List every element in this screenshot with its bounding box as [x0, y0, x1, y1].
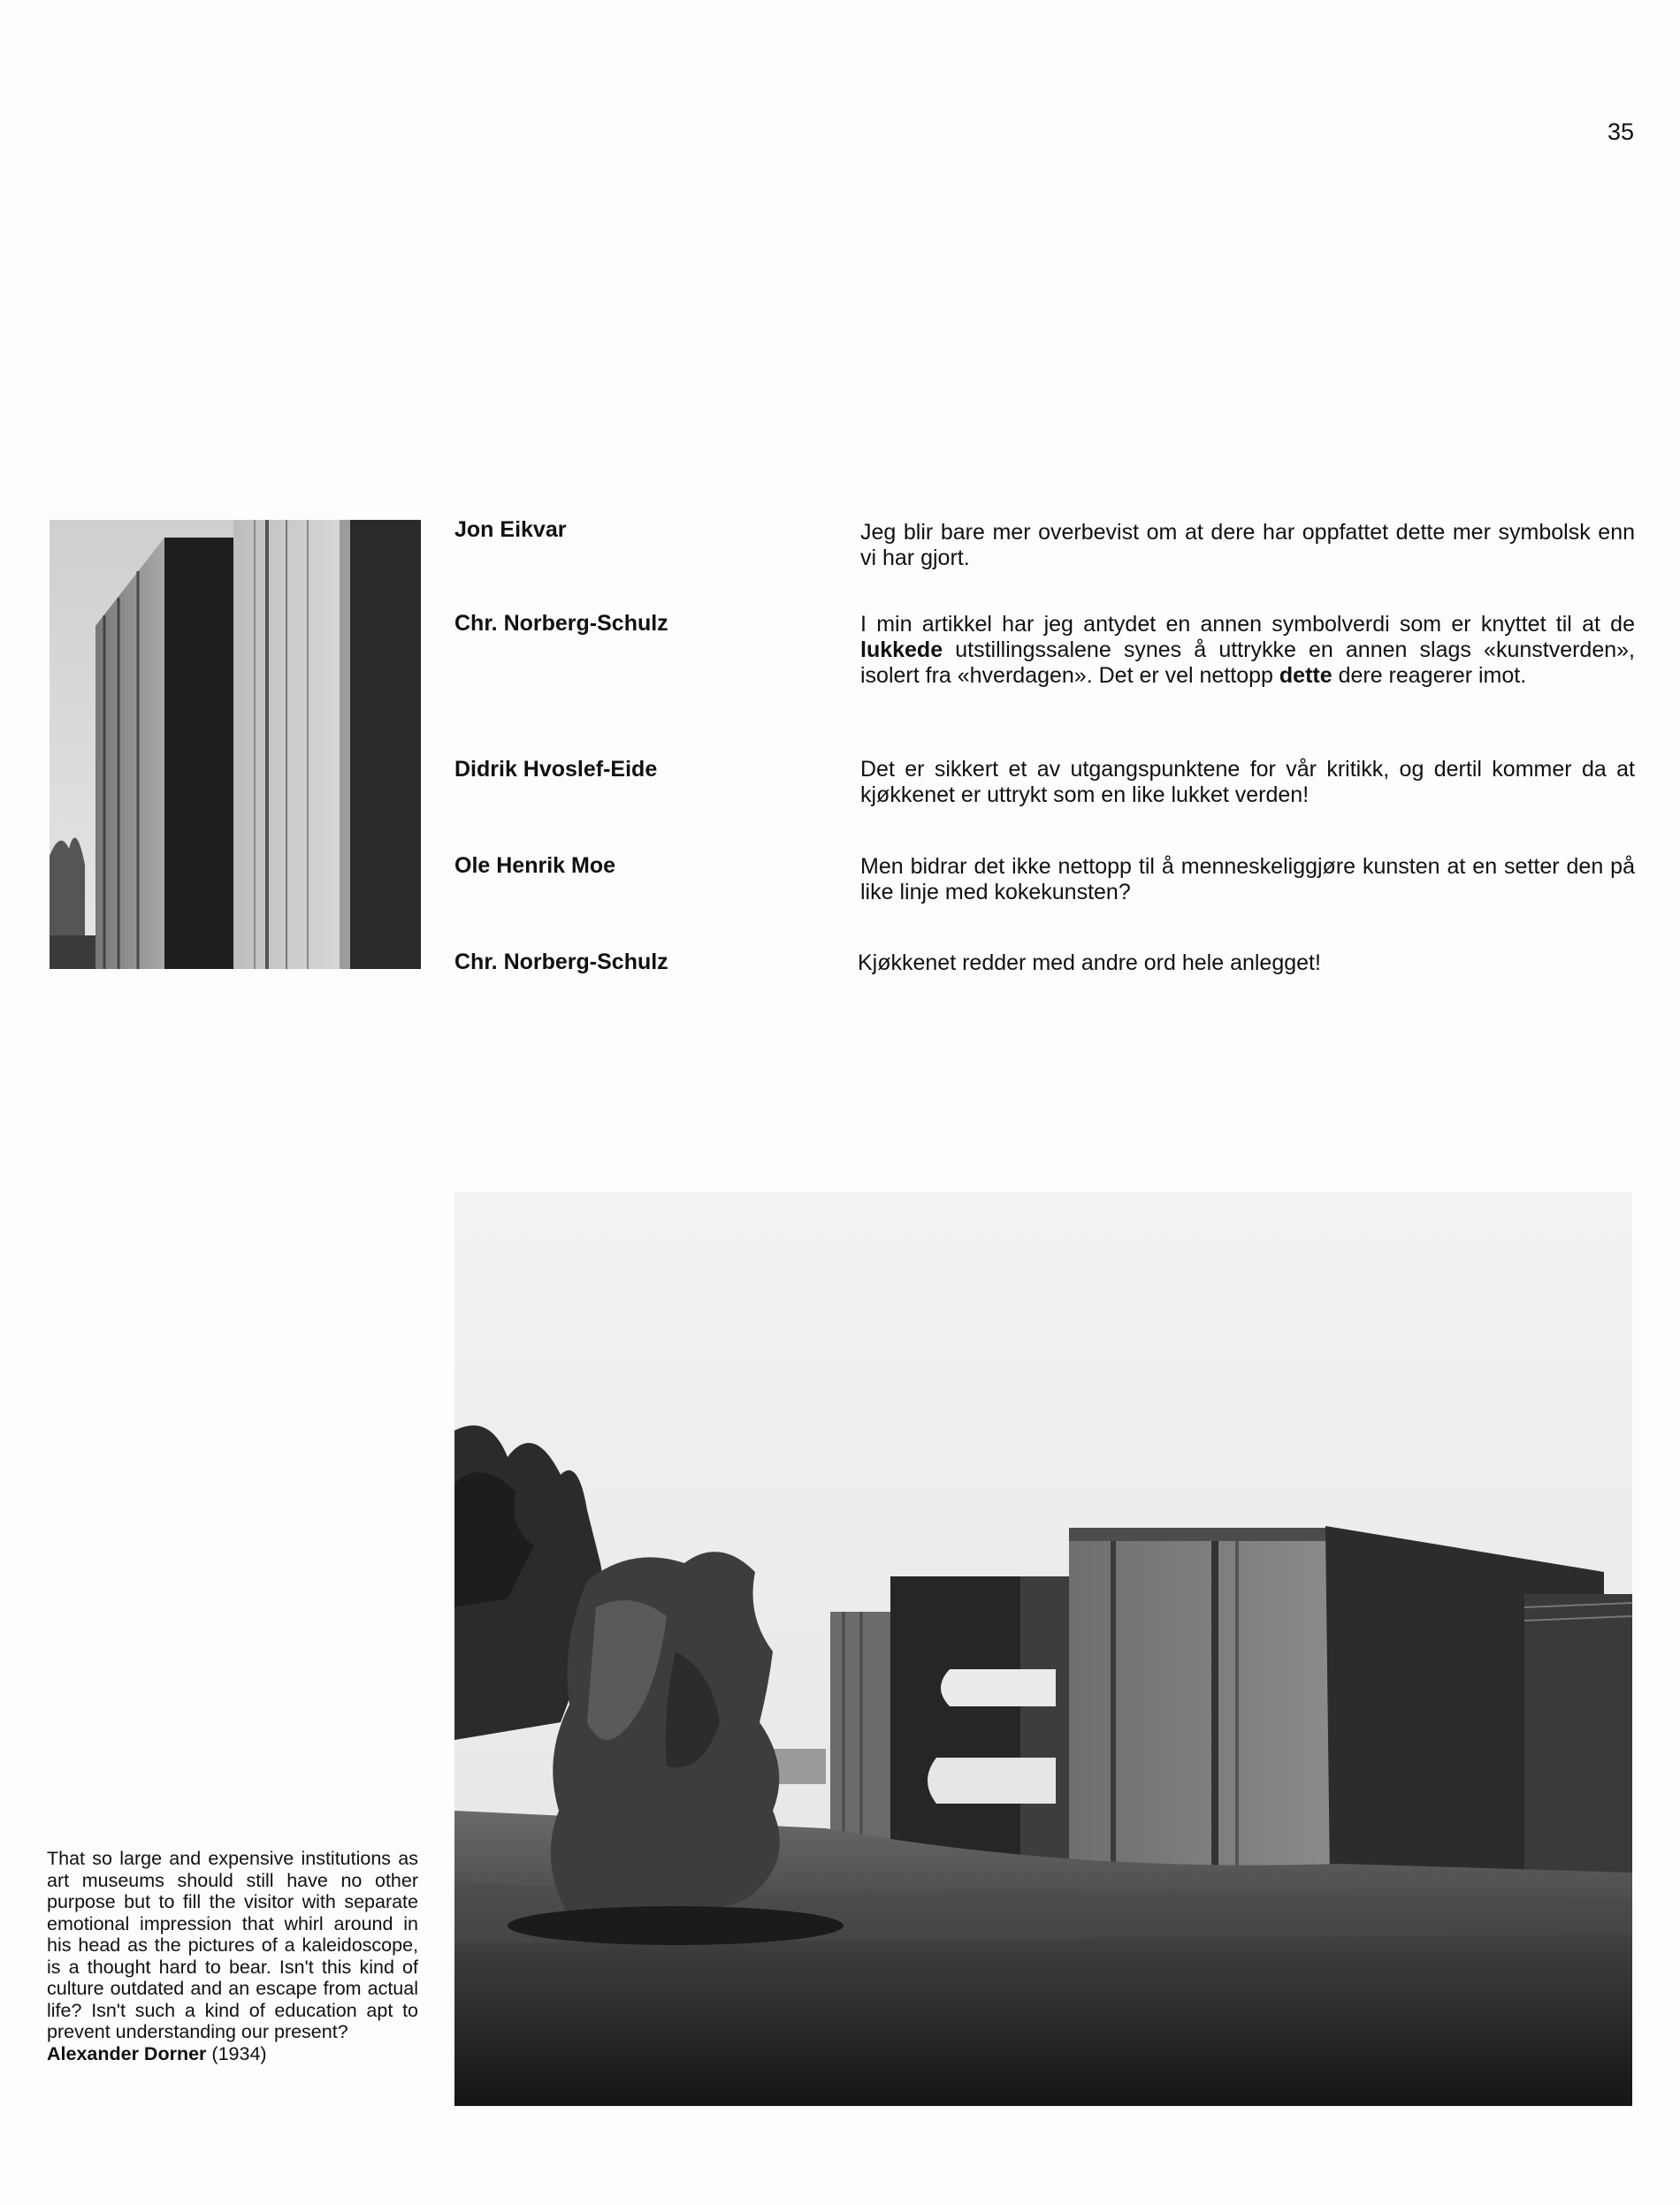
dialogue-remark	[858, 950, 1632, 976]
dialogue-remark	[860, 757, 1635, 808]
remark-emphasis: lukkede	[860, 637, 943, 662]
quote-author: Alexander Dorner	[47, 2042, 207, 2064]
remark-text: Men bidrar det ikke nettopp til å menneskeliggjøre kunsten at en setter den på like linje med kokekunsten?	[860, 854, 1635, 904]
facade-photo	[50, 520, 421, 969]
speaker-name: Chr. Norberg-Schulz	[454, 950, 668, 974]
remark-text: I min artikkel har jeg antydet en annen symbolverdi som er knyttet til at de	[860, 612, 1635, 637]
quote-text: That so large and expensive institutions as art museums should still have no other purpose but to fill the visitor with separate emotional impression that whirl around in his head as the pictures of a kaleidoscope, is a thought hard to bear. Isn't this kind of culture outdated and an escape from actual life? Isn't such a kind of education apt to prevent understanding our present?	[47, 1848, 418, 2042]
dialogue-remark	[860, 612, 1635, 689]
remark-text: utstillingssalene synes å uttrykke en annen slags «kunstverden», isolert fra «hverdagen». Det er vel nettopp	[860, 637, 1635, 688]
remark-text: Det er sikkert et av utgangspunktene for vår kritikk, og dertil kommer da at kjøkkenet er uttrykt som en like lukket verden!	[860, 757, 1635, 807]
page-number: 35	[1607, 118, 1635, 145]
speaker-name: Didrik Hvoslef-Eide	[454, 757, 658, 782]
quote-year: (1934)	[211, 2042, 267, 2064]
speaker-name: Ole Henrik Moe	[454, 853, 615, 878]
remark-text: Jeg blir bare mer overbevist om at dere har oppfattet dette mer symbolsk enn vi har gjort.	[860, 520, 1635, 570]
remark-emphasis: dette	[1279, 663, 1333, 688]
remark-text: dere reagerer imot.	[1332, 663, 1527, 688]
speaker-name: Chr. Norberg-Schulz	[454, 611, 668, 636]
dialogue-remark	[860, 854, 1635, 905]
remark-text: Kjøkkenet redder med andre ord hele anlegget!	[858, 950, 1321, 975]
museum-photo	[454, 1192, 1632, 2106]
speaker-name: Jon Eikvar	[454, 517, 567, 542]
dialogue-remark	[860, 520, 1635, 571]
dorner-quote	[47, 1848, 418, 2064]
